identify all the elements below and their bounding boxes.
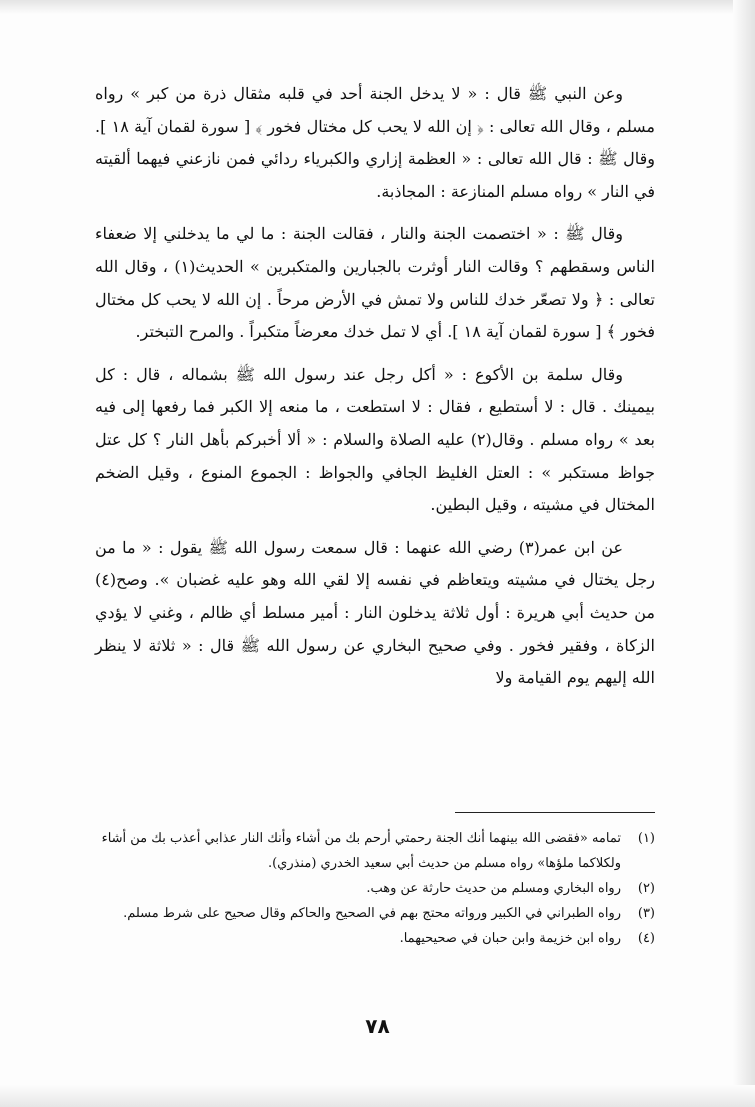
footnote-number: (١) (637, 831, 655, 846)
footnote-1 (95, 826, 655, 876)
footnote-number: (٤) (637, 931, 655, 946)
main-text (95, 78, 655, 705)
footnote-3 (95, 901, 655, 926)
footnote-text: رواه الطبراني في الكبير ورواته محتج بهم في الصحيح والحاكم وقال صحيح على شرط مسلم. (123, 906, 621, 921)
footnote-text: رواه ابن خزيمة وابن حبان في صحيحيهما. (399, 931, 621, 946)
page-top-edge-shadow (0, 0, 755, 14)
page-number: ٧٨ (365, 1014, 390, 1038)
paragraph-2: وقال ﷺ : « اختصمت الجنة والنار ، فقالت الجنة : ما لي ما يدخلني إلا ضعفاء الناس وسقطهم ؟ وقالت النار أوثرت بالجبارين والمتكبرين » الحديث(١) ، وقال الله تعالى : ﴿ ولا تصعّر خدك للناس ولا تمش في الأرض مرحاً . إن الله لا يحب كل مختال فخور ﴾ [ سورة لقمان آية ١٨ ]. أي لا تمل خدك معرضاً متكبراً . والمرح التبختر. (95, 224, 655, 342)
paragraph-4: عن ابن عمر(٣) رضي الله عنهما : قال سمعت رسول الله ﷺ يقول : « ما من رجل يختال في مشيته ويتعاظم في نفسه إلا لقي الله وهو عليه غضبان ». وصح(٤) من حديث أبي هريرة : أول ثلاثة يدخلون النار : أمير مسلط أي ظالم ، وغني لا يؤدي الزكاة ، وفقير فخور . وفي صحيح البخاري عن رسول الله ﷺ قال : « ثلاثة لا ينظر الله إليهم يوم القيامة ولا (95, 537, 655, 688)
footnote-4 (95, 926, 655, 951)
footnotes (95, 826, 655, 951)
footnote-2 (95, 876, 655, 901)
footnote-number: (٣) (637, 906, 655, 921)
footnote-text: تمامه «فقضى الله بينهما أنك الجنة رحمتي أرحم بك من أشاء وأنك النار عذابي أعذب بك من أشاء ولكلاكما ملؤها» رواه مسلم من حديث أبي سعيد الخدري (منذري). (101, 831, 621, 871)
footnote-number: (٢) (637, 881, 655, 896)
footnote-text: رواه البخاري ومسلم من حديث حارثة عن وهب. (366, 881, 621, 896)
page-right-edge-shadow (733, 0, 755, 1107)
footnote-separator (455, 812, 655, 813)
paragraph-1: وعن النبي ﷺ قال : « لا يدخل الجنة أحد في قلبه مثقال ذرة من كبر » رواه مسلم ، وقال الله تعالى : ﴿ إن الله لا يحب كل مختال فخور ﴾ [ سورة لقمان آية ١٨ ]. وقال ﷺ : قال الله تعالى : « العظمة إزاري والكبرياء ردائي فمن نازعني فيهما ألقيته في النار » رواه مسلم المنازعة : المجاذبة. (95, 84, 655, 201)
paragraph-3: وقال سلمة بن الأكوع : « أكل رجل عند رسول الله ﷺ بشماله ، قال : كل بيمينك . قال : لا أستطيع ، فقال : لا استطعت ، ما منعه إلا الكبر فما رفعها إلى فيه بعد » رواه مسلم . وقال(٢) عليه الصلاة والسلام : « ألا أخبركم بأهل النار ؟ كل عتل جواظ مستكبر » : العتل الغليظ الجافي والجواظ : الجموع المنوع ، وقيل الضخم المختال في مشيته ، وقيل البطين. (95, 364, 656, 515)
page-bottom-edge-shadow (0, 1085, 755, 1107)
